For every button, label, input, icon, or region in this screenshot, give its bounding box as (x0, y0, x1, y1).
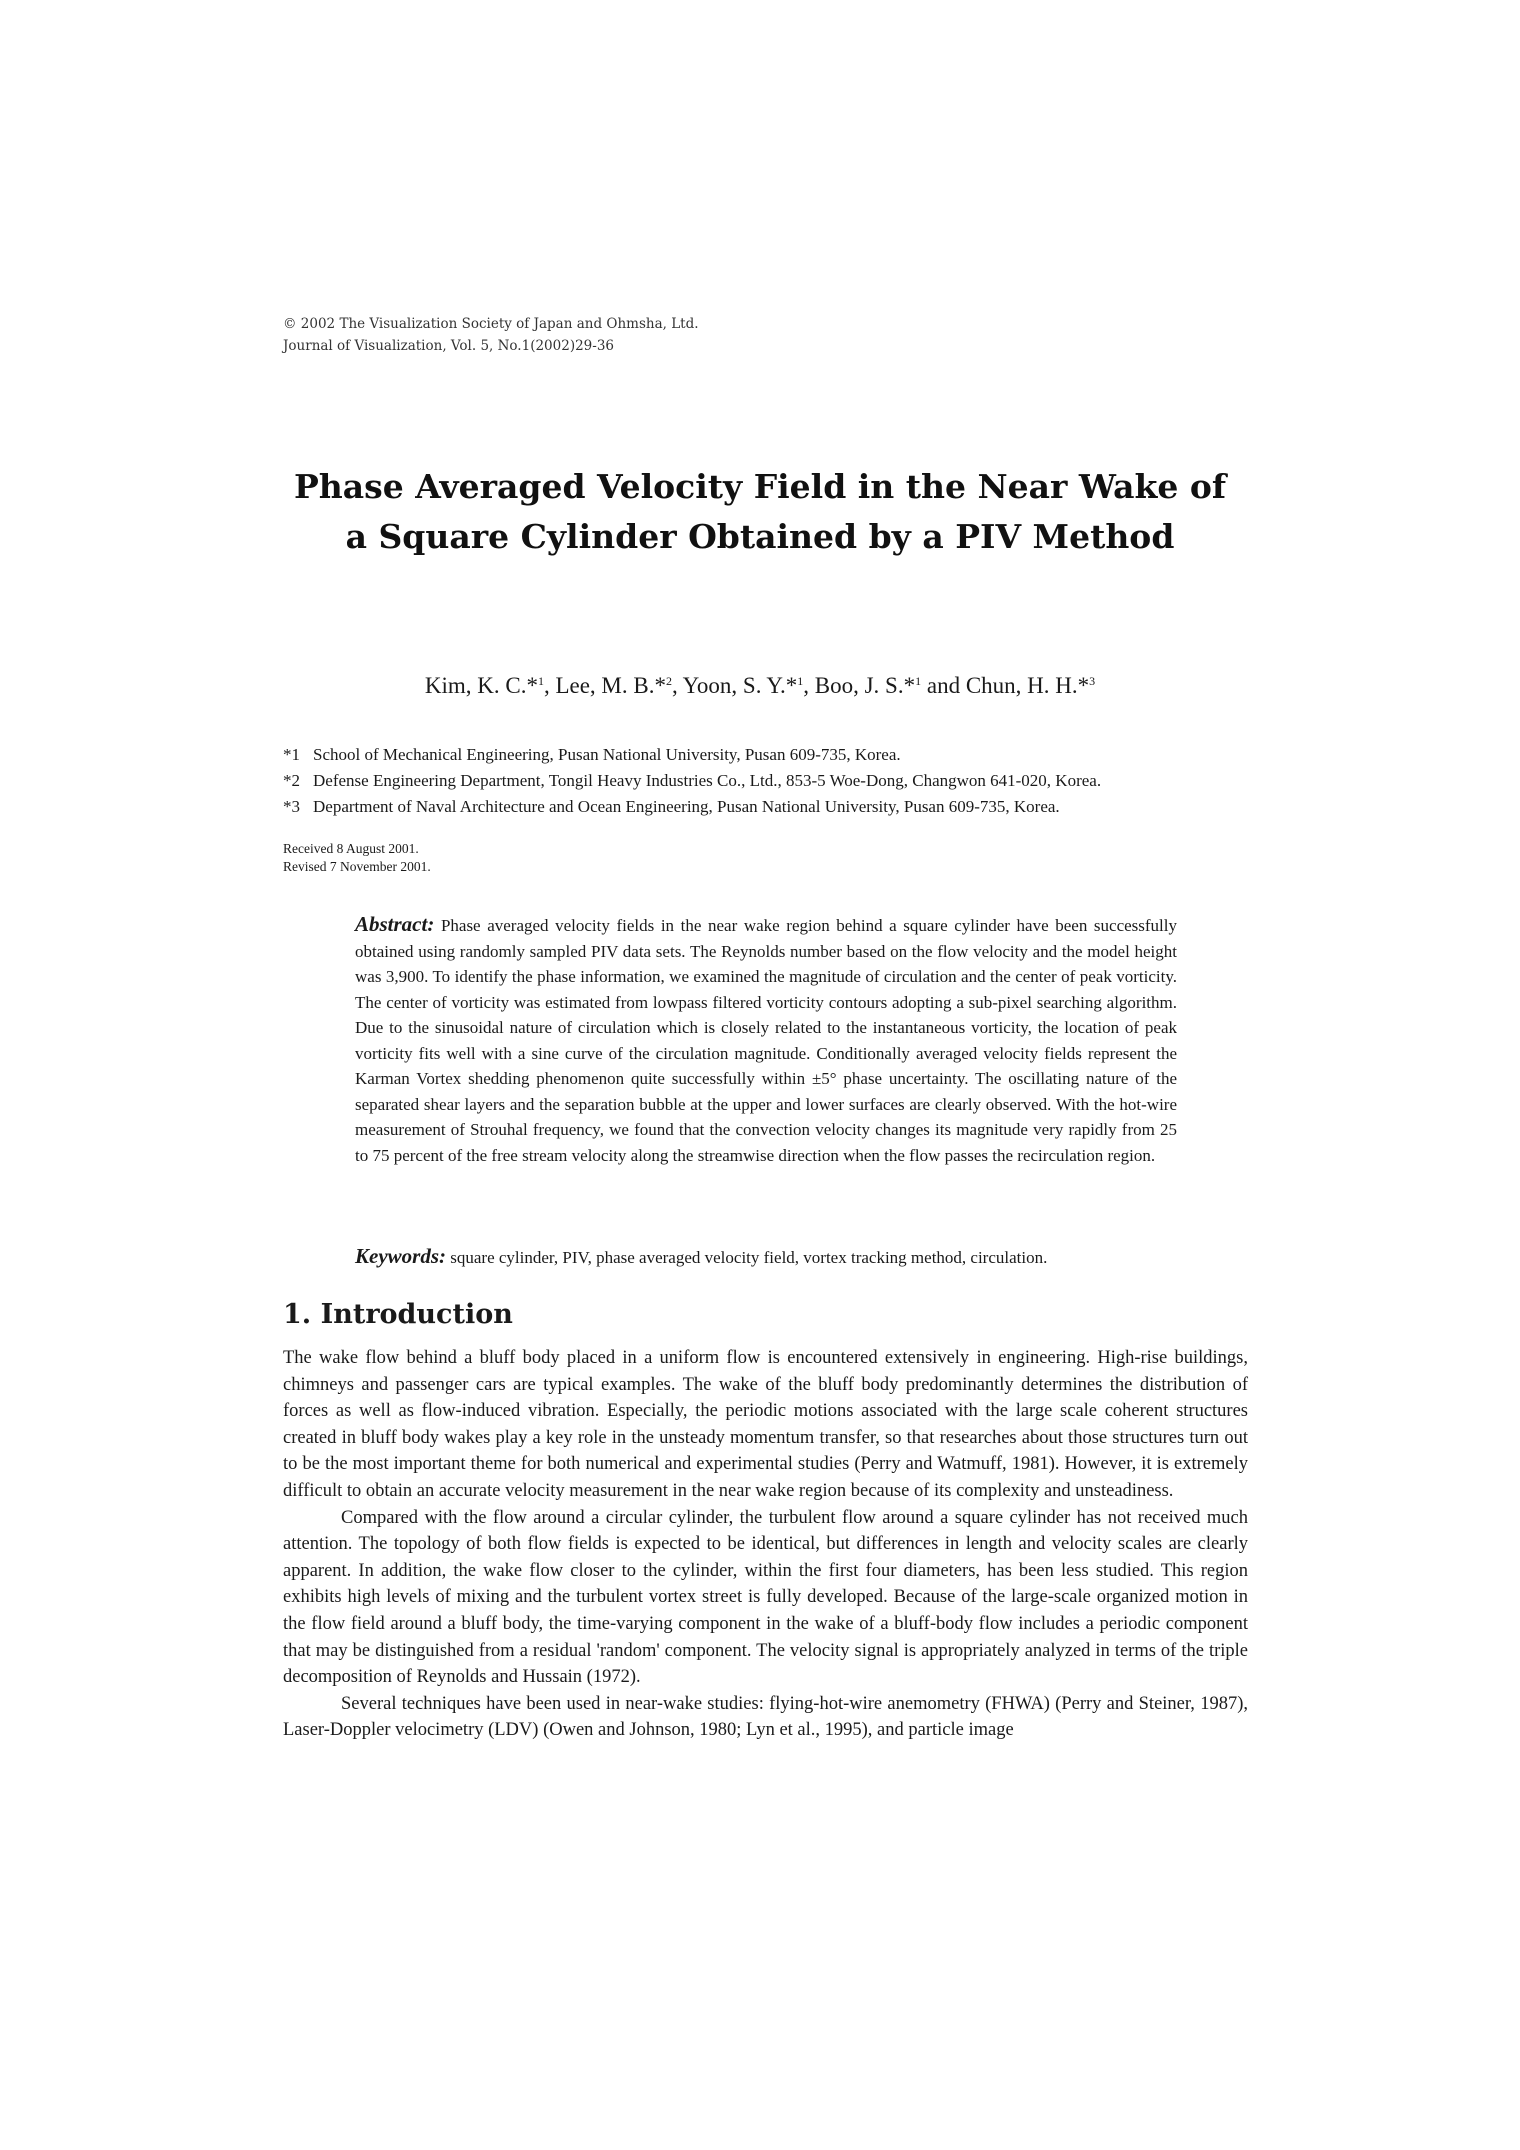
author-name: Kim, K. C.* (424, 673, 538, 698)
submission-dates (283, 840, 431, 876)
keywords-label: Keywords: (355, 1244, 446, 1268)
author-name: , Boo, J. S.* (803, 673, 916, 698)
abstract-label: Abstract: (355, 912, 435, 936)
paragraph: The wake flow behind a bluff body placed in a uniform flow is encountered extensively in engineering. High-rise buildings, chimneys and passenger cars are typical examples. The wake of the bluff body predominantly determines the distribution of forces as well as flow-induced vibration. Especially, the periodic motions associated with the large scale coherent structures created in bluff body wakes play a key role in the unsteady momentum transfer, so that researches about those structures turn out to be the most important theme for both numerical and experimental studies (Perry and Watmuff, 1981). However, it is extremely difficult to obtain an accurate velocity measurement in the near wake region because of its complexity and unsteadiness. (283, 1348, 1248, 1501)
author-name: , Yoon, S. Y.* (671, 673, 798, 698)
author-affiliation-mark: 1 (537, 674, 544, 688)
abstract (355, 912, 1177, 1168)
affiliations (283, 742, 1101, 820)
affiliation-text: Defense Engineering Department, Tongil Heavy Industries Co., Ltd., 853-5 Woe-Dong, Changwon 641-020, Korea. (313, 771, 1102, 790)
paragraph: Several techniques have been used in near-wake studies: flying-hot-wire anemometry (FHWA) (Perry and Steiner, 1987), Laser-Doppler velocimetry (LDV) (Owen and Johnson, 1980; Lyn et al., 1995), and particle image (283, 1693, 1248, 1741)
keywords-text: square cylinder, PIV, phase averaged velocity field, vortex tracking method, circulation. (450, 1248, 1048, 1267)
keywords (355, 1243, 1255, 1271)
author-affiliation-mark: 1 (915, 674, 922, 688)
affiliation-text: School of Mechanical Engineering, Pusan National University, Pusan 609-735, Korea. (313, 745, 901, 764)
title-line-2: a Square Cylinder Obtained by a PIV Method (345, 517, 1175, 556)
author-name: , Lee, M. B.* (543, 673, 666, 698)
section-heading: 1. Introduction (283, 1299, 513, 1330)
copyright-line: © 2002 The Visualization Society of Japan and Ohmsha, Ltd. (283, 316, 699, 332)
title-line-1: Phase Averaged Velocity Field in the Near Wake of (293, 467, 1227, 506)
affiliation-mark: *2 (283, 771, 300, 790)
paragraph: Compared with the flow around a circular cylinder, the turbulent flow around a square cylinder has not received much attention. The topology of both flow fields is expected to be identical, but differences in length and velocity scales are clearly apparent. In addition, the wake flow closer to the cylinder, within the first four diameters, has been less studied. This region exhibits high levels of mixing and the turbulent vortex street is fully developed. Because of the large-scale organized motion in the flow field around a bluff body, the time-varying component in the wake of a bluff-body flow includes a periodic component that may be distinguished from a residual 'random' component. The velocity signal is appropriately analyzed in terms of the triple decomposition of Reynolds and Hussain (1972). (283, 1507, 1248, 1688)
affiliation-3 (283, 794, 1101, 820)
author-affiliation-mark: 2 (665, 674, 672, 688)
affiliation-mark: *3 (283, 797, 300, 816)
paper-title (260, 462, 1260, 562)
affiliation-mark: *1 (283, 745, 300, 764)
author-affiliation-mark: 3 (1089, 674, 1096, 688)
author-list (260, 666, 1260, 701)
author-name: and Chun, H. H.* (921, 673, 1090, 698)
author-affiliation-mark: 1 (797, 674, 804, 688)
section-body (283, 1345, 1248, 1744)
journal-header (283, 313, 699, 357)
abstract-text: Phase averaged velocity fields in the near wake region behind a square cylinder have been successfully obtained using randomly sampled PIV data sets. The Reynolds number based on the flow velocity and the model height was 3,900. To identify the phase information, we examined the magnitude of circulation and the center of peak vorticity. The center of vorticity was estimated from lowpass filtered vorticity contours adopting a sub-pixel searching algorithm. Due to the sinusoidal nature of circulation which is closely related to the instantaneous vorticity, the location of peak vorticity fits well with a sine curve of the circulation magnitude. Conditionally averaged velocity fields represent the Karman Vortex shedding phenomenon quite successfully within ±5° phase uncertainty. The oscillating nature of the separated shear layers and the separation bubble at the upper and lower surfaces are clearly observed. With the hot-wire measurement of Strouhal frequency, we found that the convection velocity changes its magnitude very rapidly from 25 to 75 percent of the free stream velocity along the streamwise direction when the flow passes the recirculation region. (355, 916, 1177, 1165)
received-date: Received 8 August 2001. (283, 841, 419, 856)
revised-date: Revised 7 November 2001. (283, 859, 431, 874)
affiliation-1 (283, 742, 1101, 768)
journal-citation: Journal of Visualization, Vol. 5, No.1(2002)29-36 (283, 338, 615, 354)
affiliation-text: Department of Naval Architecture and Ocean Engineering, Pusan National University, Pusan 609-735, Korea. (313, 797, 1060, 816)
affiliation-2 (283, 768, 1101, 794)
